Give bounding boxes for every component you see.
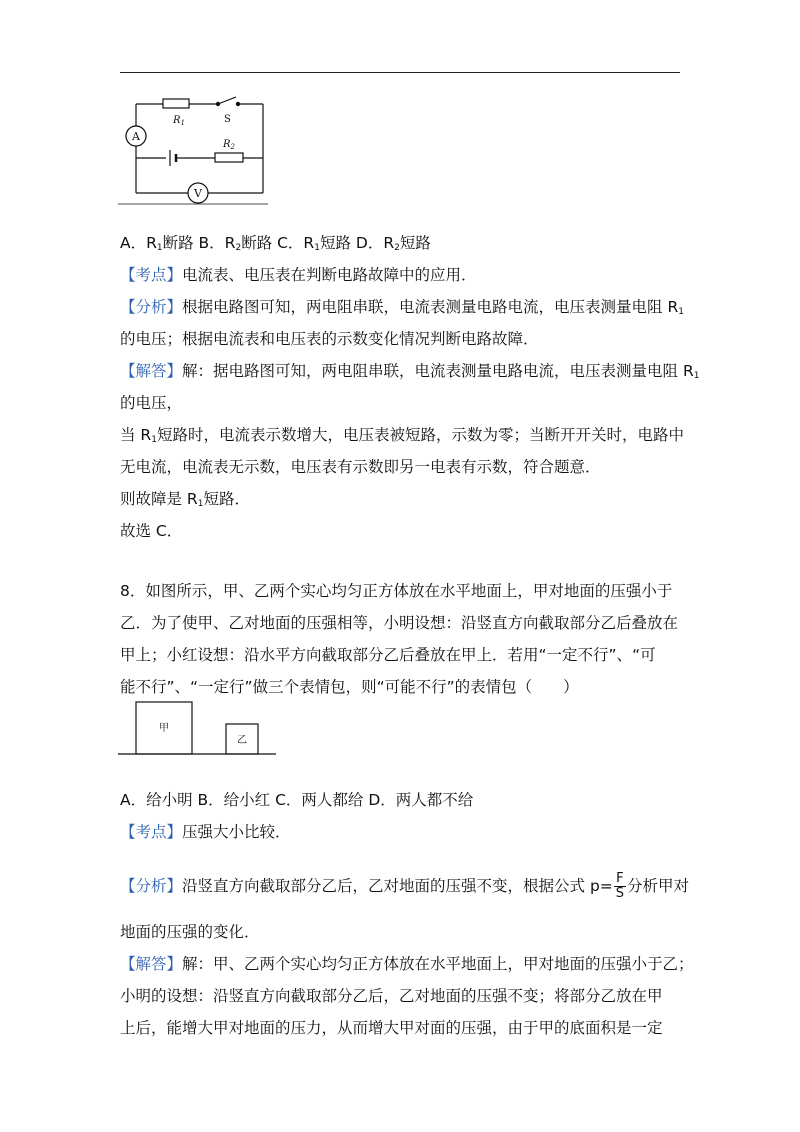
q8-options: A．给小明 B．给小红 C．两人都给 D．两人都不给 [120, 791, 474, 809]
svg-text:R2 [222, 139, 236, 151]
q8-stem-4: 能不行”、“一定行”做三个表情包，则“可能不行”的表情包（ ） [120, 678, 579, 696]
q7-options: A．$R_1$断路 B．$R_2$断路 C．$R_1$短路 D．$R_2$短路 [120, 234, 431, 253]
q8-fenxi-1: 【分析】沿竖直方向截取部分乙后，乙对地面的压强不变，根据公式 p= $\frac{F}{S}$ 分析甲对 [120, 871, 690, 901]
r1-label: R [173, 115, 181, 126]
q7-fenxi-2: 的电压；根据电流表和电压表的示数变化情况判断电路故障． [120, 330, 539, 348]
q7-jieda-5: 则故障是 $R_1$短路． [120, 490, 250, 509]
kaodian-tag: 【考点】 [120, 823, 183, 841]
q8-kaodian: 【考点】压强大小比较． [120, 823, 291, 841]
q8-stem-3: 甲上；小红设想：沿水平方向截取部分乙后叠放在甲上．若用“一定不行”、“可 [120, 646, 656, 664]
q8-fenxi-2: 地面的压强的变化． [120, 923, 260, 941]
q8-jieda-1: 【解答】解：甲、乙两个实心均匀正方体放在水平地面上，甲对地面的压强小于乙； [120, 955, 694, 973]
q7-answer: 故选 C． [120, 522, 183, 540]
q8-jieda-2: 小明的设想：沿竖直方向截取部分乙后，乙对地面的压强不变；将部分乙放在甲 [120, 987, 663, 1005]
header-rule [120, 72, 680, 73]
cube-b-label: 乙 [237, 735, 247, 746]
r2-sub: 2 [230, 143, 235, 151]
cube-a-label: 甲 [159, 723, 169, 734]
cubes-figure [118, 698, 278, 760]
q7-jieda-1: 【解答】解：据电路图可知，两电阻串联，电流表测量电路电流，电压表测量电阻 $R_1$ [120, 362, 700, 381]
svg-text:R1 [172, 115, 185, 127]
r1-sub: 1 [180, 119, 185, 127]
ammeter-label: A [132, 130, 140, 143]
q7-jieda-3: 当 $R_1$短路时，电流表示数增大，电压表被短路，示数为零；当断开开关时，电路中 [120, 426, 684, 445]
voltmeter-label: V [194, 187, 202, 200]
fenxi-tag: 【分析】 [120, 877, 183, 895]
q7-kaodian: 【考点】电流表、电压表在判断电路故障中的应用． [120, 266, 477, 284]
q7-jieda-2: 的电压， [120, 394, 183, 412]
r2-label: R [223, 139, 231, 150]
q8-jieda-3: 上后，能增大甲对地面的压力，从而增大甲对面的压强，由于甲的底面积是一定 [120, 1019, 663, 1037]
jieda-tag: 【解答】 [120, 955, 183, 973]
q8-stem-1: 8．如图所示，甲、乙两个实心均匀正方体放在水平地面上，甲对地面的压强小于 [120, 582, 673, 600]
kaodian-tag: 【考点】 [120, 266, 183, 284]
switch-label: S [224, 114, 231, 125]
circuit-diagram [118, 92, 278, 207]
q7-jieda-4: 无电流，电流表无示数，电压表有示数即另一电表有示数，符合题意． [120, 458, 601, 476]
q8-stem-2: 乙．为了使甲、乙对地面的压强相等，小明设想：沿竖直方向截取部分乙后叠放在 [120, 614, 679, 632]
fenxi-tag: 【分析】 [120, 298, 183, 316]
pressure-formula-fraction: $\frac{F}{S}$ [615, 871, 625, 901]
jieda-tag: 【解答】 [120, 362, 183, 380]
q7-fenxi-1: 【分析】根据电路图可知，两电阻串联，电流表测量电路电流，电压表测量电阻 $R_1$ [120, 298, 684, 317]
